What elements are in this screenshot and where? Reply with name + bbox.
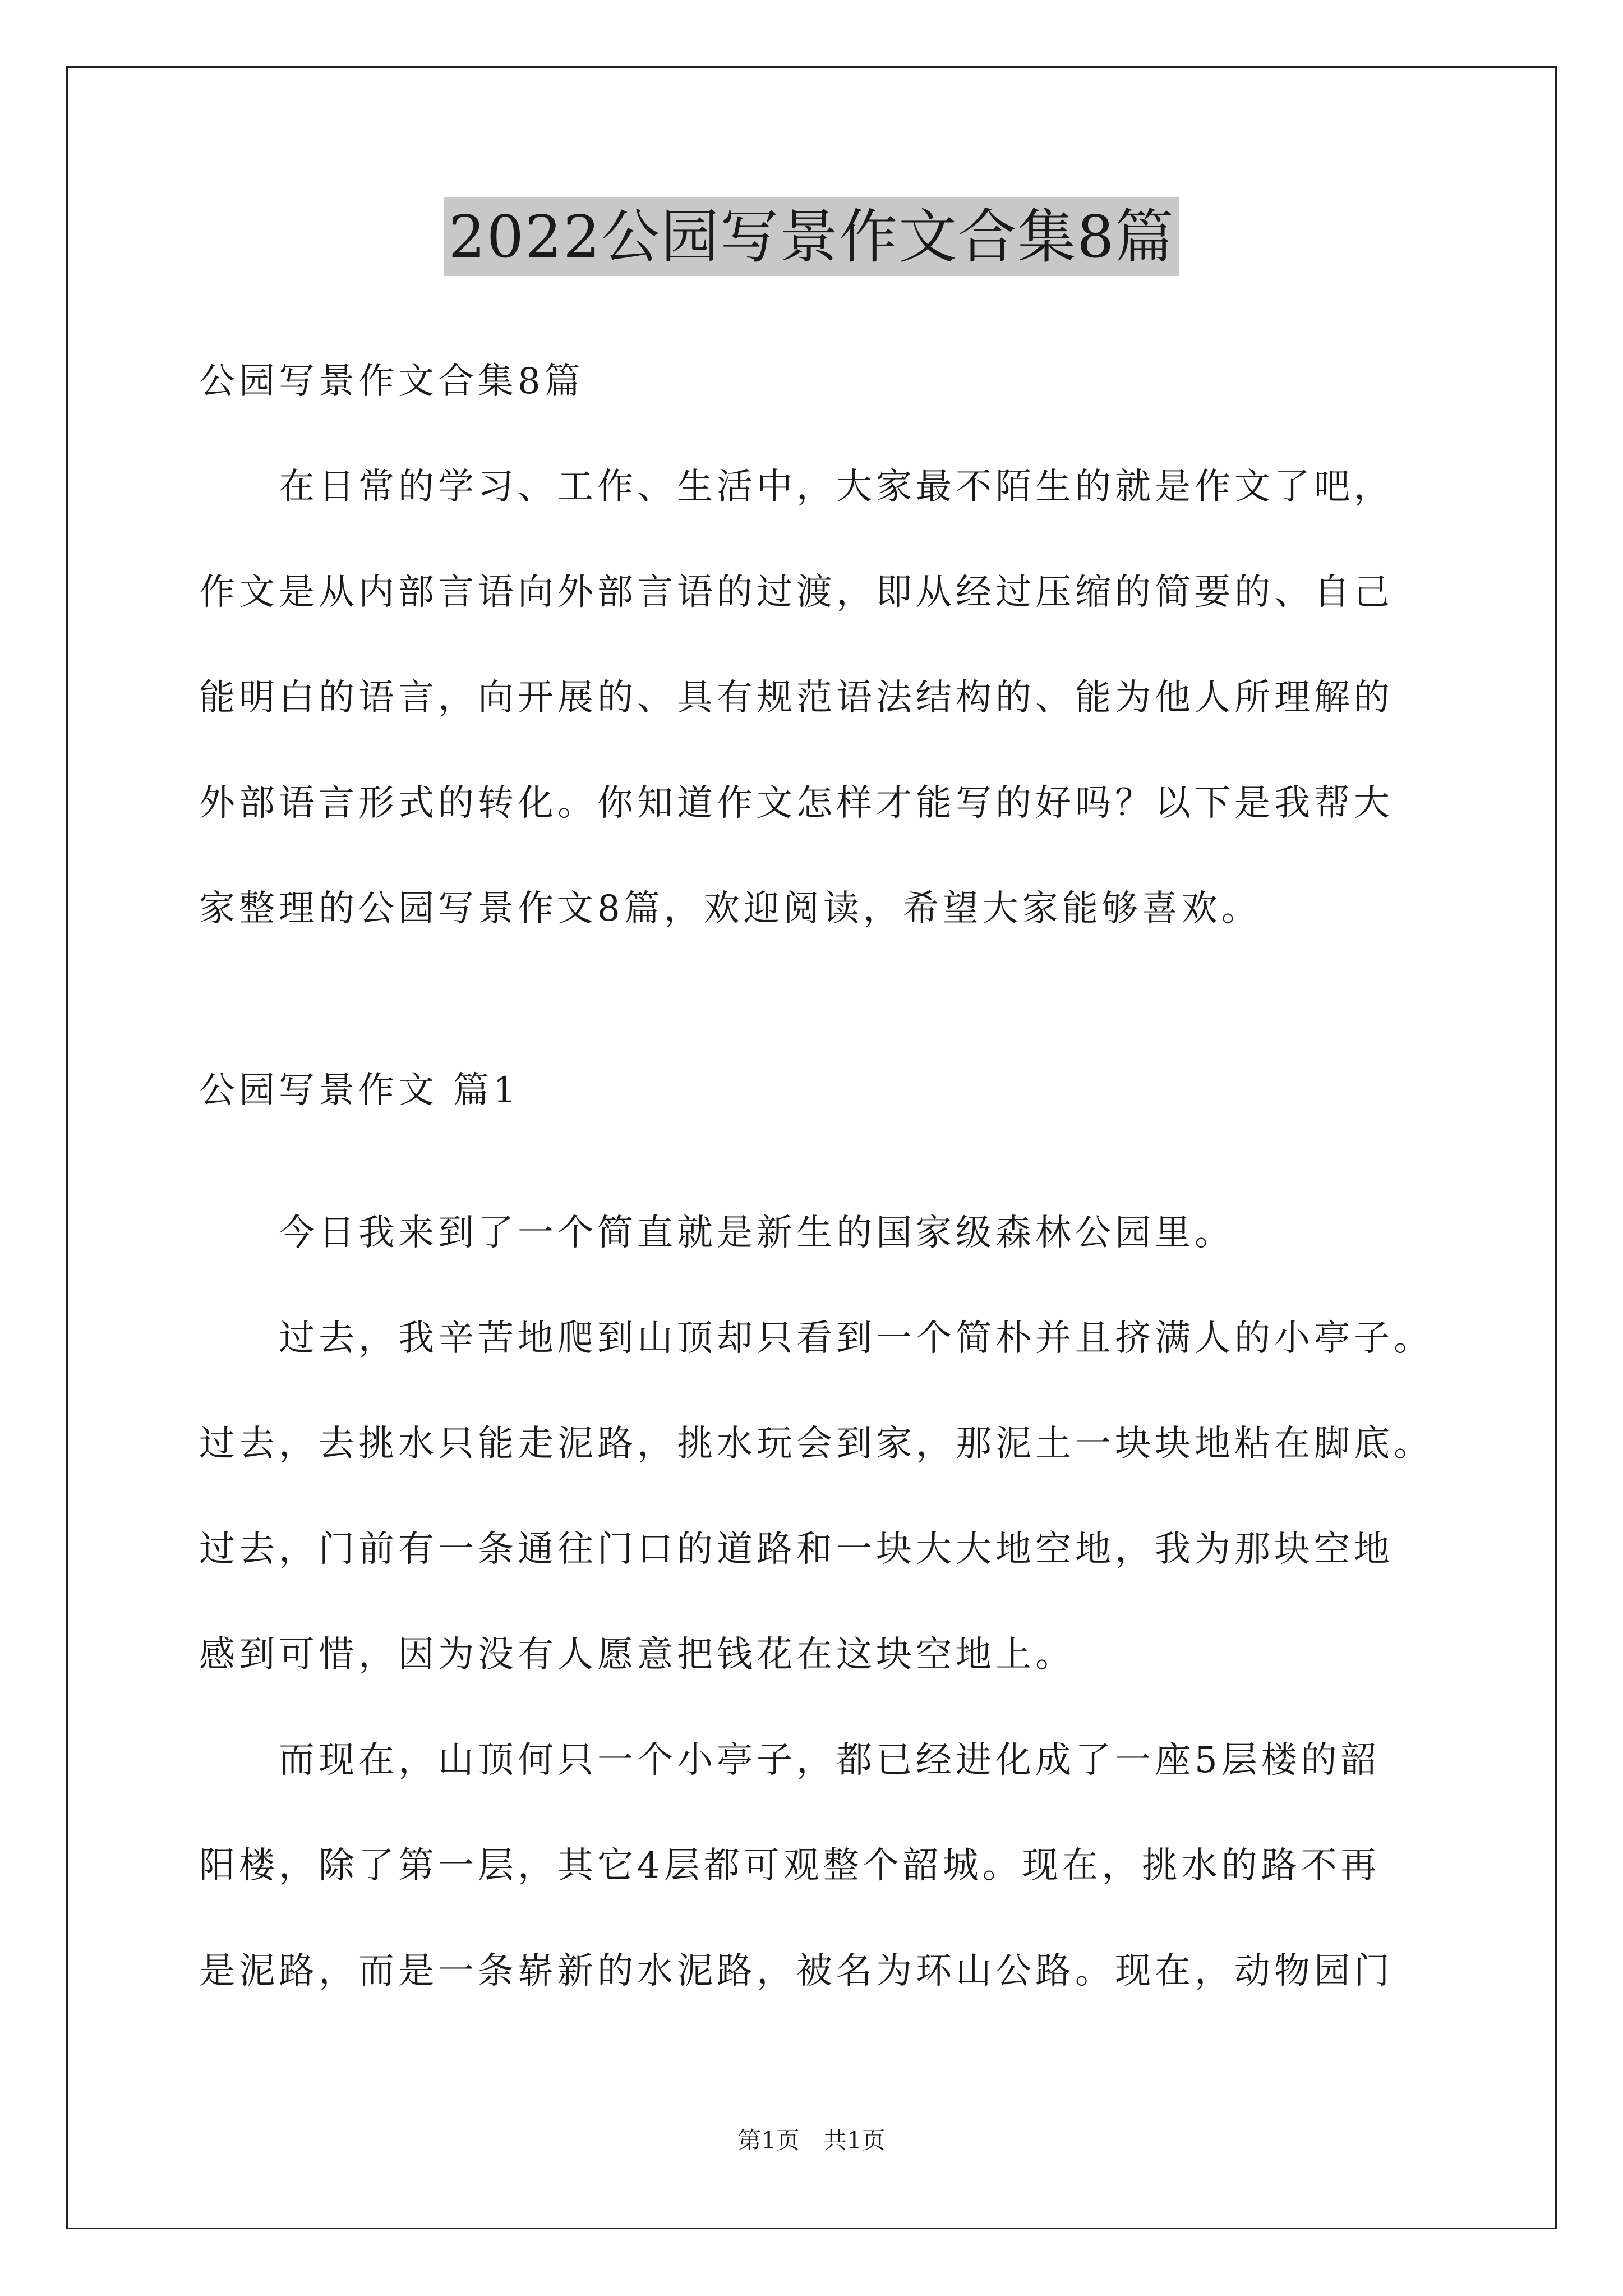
section-line-6: 而现在，山顶何只一个小亭子，都已经进化成了一座5层楼的韶 (199, 1740, 1381, 1781)
page-footer: 第1页 共1页 (737, 2127, 886, 2154)
section-line-3: 过去，去挑水只能走泥路，挑水玩会到家，那泥土一块块地粘在脚底。 (199, 1423, 1433, 1465)
document-title: 2022公园写景作文合集8篇 (444, 197, 1179, 276)
title-container (0, 197, 1623, 276)
section-line-2: 过去，我辛苦地爬到山顶却只看到一个简朴并且挤满人的小亭子。 (199, 1318, 1433, 1359)
section-line-8: 是泥路，而是一条崭新的水泥路，被名为环山公路。现在，动物园门 (199, 1950, 1394, 1992)
document-subtitle: 公园写景作文合集8篇 (199, 361, 584, 402)
section-line-4: 过去，门前有一条通往门口的道路和一块大大地空地，我为那块空地 (199, 1529, 1394, 1570)
intro-line-1: 在日常的学习、工作、生活中，大家最不陌生的就是作文了吧， (199, 466, 1394, 508)
section-line-7: 阳楼，除了第一层，其它4层都可观整个韶城。现在，挑水的路不再 (199, 1845, 1381, 1887)
intro-line-2: 作文是从内部言语向外部言语的过渡，即从经过压缩的简要的、自己 (199, 572, 1394, 613)
section-heading: 公园写景作文 篇1 (199, 1070, 520, 1111)
intro-line-4: 外部语言形式的转化。你知道作文怎样才能写的好吗？以下是我帮大 (199, 783, 1394, 824)
section-line-5: 感到可惜，因为没有人愿意把钱花在这块空地上。 (199, 1634, 1075, 1676)
section-line-1: 今日我来到了一个简直就是新生的国家级森林公园里。 (199, 1212, 1234, 1254)
intro-line-3: 能明白的语言，向开展的、具有规范语法结构的、能为他人所理解的 (199, 677, 1394, 719)
intro-line-5: 家整理的公园写景作文8篇，欢迎阅读，希望大家能够喜欢。 (199, 888, 1261, 930)
